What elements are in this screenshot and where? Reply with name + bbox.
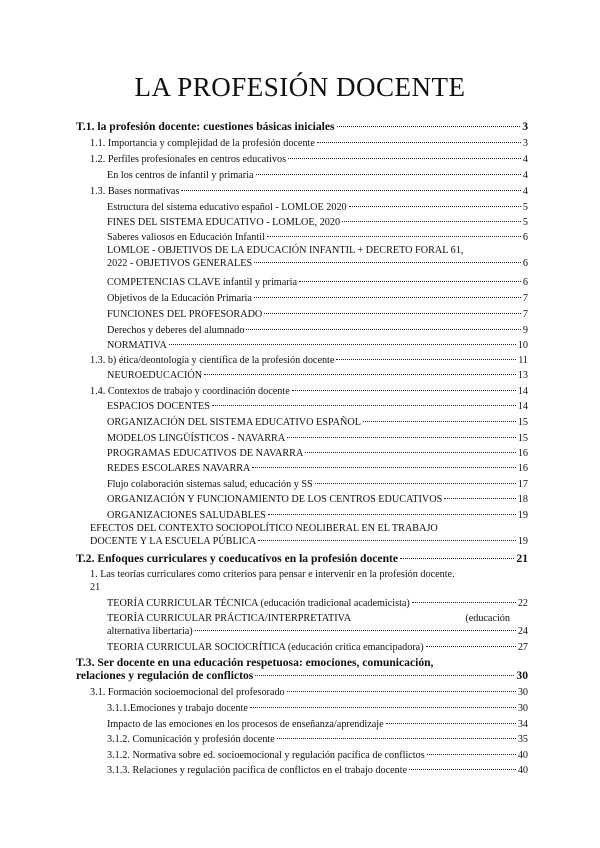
toc-entry-page: 21: [516, 552, 528, 565]
toc-entry-text: NEUROEDUCACIÓN: [107, 370, 203, 381]
toc-entry[interactable]: [107, 718, 528, 731]
toc-entry-text: NORMATIVA: [107, 340, 167, 351]
toc-entry[interactable]: [90, 686, 528, 699]
toc-entry[interactable]: [107, 597, 528, 610]
toc-entry-text: Saberes valiosos en Educación Infantil: [107, 232, 265, 243]
toc-entry-page: 4: [522, 154, 528, 165]
toc-entry[interactable]: [107, 641, 528, 654]
toc-entry[interactable]: [107, 201, 528, 214]
toc-entry-text: 2022 - OBJETIVOS GENERALES: [107, 258, 253, 269]
toc-entry[interactable]: [107, 733, 528, 746]
toc-entry-page: 14: [517, 386, 528, 397]
toc-entry-page: 22: [517, 598, 528, 609]
toc-entry-page: 19: [517, 510, 528, 521]
toc-entry-page: 24: [517, 626, 528, 637]
toc-entry-text: REDES ESCOLARES NAVARRA: [107, 463, 251, 474]
toc-entry-text: Flujo colaboración sistemas salud, educación y SS: [107, 479, 313, 490]
toc-entry-page: 6: [522, 258, 528, 269]
toc-entry[interactable]: [107, 462, 528, 475]
toc-entry-page: 14: [517, 401, 528, 412]
toc-entry-page: 30: [516, 669, 528, 682]
toc-entry-text: ESPACIOS DOCENTES: [107, 401, 210, 412]
toc-entry-text: 1.3. b) ética/deontología y científica de la profesión docente: [90, 355, 335, 366]
toc-entry-page: 30: [517, 703, 528, 714]
toc-entry[interactable]: [90, 568, 528, 594]
toc-entry-page: 35: [517, 734, 528, 745]
toc-entry[interactable]: [107, 447, 528, 460]
toc-entry[interactable]: [90, 153, 528, 166]
toc-entry-t3[interactable]: [76, 656, 528, 682]
toc-entry-text: PROGRAMAS EDUCATIVOS DE NAVARRA: [107, 448, 304, 459]
toc-entry-text: 1.4. Contextos de trabajo y coordinación docente: [90, 386, 290, 397]
toc-entry[interactable]: [107, 244, 528, 270]
toc-entry[interactable]: [107, 169, 528, 182]
toc-entry-page: 18: [517, 494, 528, 505]
toc-entry[interactable]: [90, 522, 528, 548]
toc-entry-page: 15: [517, 417, 528, 428]
toc-entry-page: 11: [518, 355, 528, 366]
toc-entry-text: 1.2. Perfiles profesionales en centros educativos: [90, 154, 287, 165]
toc-entry-text: COMPETENCIAS CLAVE infantil y primaria: [107, 277, 297, 288]
toc-entry[interactable]: [107, 509, 528, 522]
toc-entry-text: Estructura del sistema educativo español - LOMLOE 2020: [107, 202, 347, 213]
toc-entry[interactable]: [107, 478, 528, 491]
toc-entry-text: 3.1.2. Comunicación y profesión docente: [107, 734, 275, 745]
toc-entry[interactable]: [107, 231, 528, 244]
toc-entry-page: 4: [522, 170, 528, 181]
toc-entry-text: 3.1.3. Relaciones y regulación pacífica de conflictos en el trabajo docente: [107, 765, 408, 776]
toc-entry[interactable]: [107, 702, 528, 715]
toc-entry[interactable]: [107, 400, 528, 413]
toc-entry-page: 5: [522, 217, 528, 228]
toc-entry-text: TEORIA CURRICULAR SOCIOCRÍTICA (educación crítica emancipadora): [107, 642, 424, 653]
toc-entry-page: 27: [517, 642, 528, 653]
toc-entry[interactable]: [107, 308, 528, 321]
toc-entry-text: En los centros de infantil y primaria: [107, 170, 254, 181]
toc-entry-text: ORGANIZACIONES SALUDABLES: [107, 510, 266, 521]
toc-entry[interactable]: [90, 385, 528, 398]
toc-entry-page: 6: [522, 232, 528, 243]
toc-entry-t1[interactable]: [76, 120, 528, 133]
toc-entry-page: 3: [522, 120, 528, 133]
toc-entry-text: T.3. Ser docente en una educación respetuosa: emociones, comunicación,: [76, 656, 434, 669]
toc-entry-text: ORGANIZACIÓN DEL SISTEMA EDUCATIVO ESPAÑOL: [107, 417, 361, 428]
toc-entry-page: 3: [522, 138, 528, 149]
toc-entry-page: 15: [517, 433, 528, 444]
toc-entry-text: relaciones y regulación de conflictos: [76, 669, 254, 682]
toc-entry-text: T.2. Enfoques curriculares y coeducativos en la profesión docente: [76, 552, 399, 565]
toc-entry-text: alternativa libertaria): [107, 626, 193, 637]
toc-entry-text: TEORÍA CURRICULAR TÉCNICA (educación tradicional academicista): [107, 598, 410, 609]
toc-entry-text: TEORÍA CURRICULAR PRÁCTICA/INTERPRETATIVA: [107, 613, 352, 624]
toc-entry-page: 16: [517, 463, 528, 474]
toc-entry-text: (educación: [465, 613, 510, 624]
toc-entry-text: Objetivos de la Educación Primaria: [107, 293, 252, 304]
toc-entry-t2[interactable]: [76, 552, 528, 565]
toc-entry[interactable]: [107, 612, 528, 638]
toc-entry[interactable]: [107, 432, 528, 445]
toc-entry[interactable]: [90, 185, 528, 198]
toc-entry-page: 40: [517, 750, 528, 761]
toc-entry-page: 34: [517, 719, 528, 730]
toc-entry-page: 7: [522, 293, 528, 304]
toc-entry[interactable]: [107, 749, 528, 762]
toc-entry-text: Impacto de las emociones en los procesos de enseñanza/aprendizaje: [107, 719, 384, 730]
page-title: LA PROFESIÓN DOCENTE: [134, 72, 466, 102]
toc-entry[interactable]: [107, 369, 528, 382]
toc-entry-text: LOMLOE - OBJETIVOS DE LA EDUCACIÓN INFANTIL + DECRETO FORAL 61,: [107, 245, 464, 256]
toc-entry-text: Derechos y deberes del alumnado: [107, 325, 245, 336]
toc-entry-page: 5: [522, 202, 528, 213]
toc-entry-text: DOCENTE Y LA ESCUELA PÚBLICA: [90, 536, 257, 547]
toc-entry-page: 30: [517, 687, 528, 698]
toc-entry-page: 40: [517, 765, 528, 776]
toc-entry-text: 1.1. Importancia y complejidad de la profesión docente: [90, 138, 315, 149]
toc-entry[interactable]: [107, 764, 528, 777]
toc-entry[interactable]: [90, 354, 528, 367]
toc-entry-text: FUNCIONES DEL PROFESORADO: [107, 309, 263, 320]
toc-entry-page: 4: [522, 186, 528, 197]
toc-entry-text: ORGANIZACIÓN Y FUNCIONAMIENTO DE LOS CENTROS EDUCATIVOS: [107, 494, 443, 505]
toc-entry[interactable]: [107, 339, 528, 352]
toc-entry-page: 16: [517, 448, 528, 459]
toc-entry-text: 3.1.1.Emociones y trabajo docente: [107, 703, 248, 714]
toc-entry-page: 6: [522, 277, 528, 288]
toc-entry-text: FINES DEL SISTEMA EDUCATIVO - LOMLOE, 2020: [107, 217, 341, 228]
toc-entry[interactable]: [107, 416, 528, 429]
toc-entry[interactable]: [107, 324, 528, 337]
toc-entry-text: EFECTOS DEL CONTEXTO SOCIOPOLÍTICO NEOLIBERAL EN EL TRABAJO: [90, 523, 438, 534]
toc-entry[interactable]: [107, 493, 528, 506]
toc-entry-text: T.1. la profesión docente: cuestiones básicas iniciales: [76, 120, 335, 133]
toc-entry-page: 13: [517, 370, 528, 381]
toc-entry-page: 19: [517, 536, 528, 547]
toc-entry-page: 10: [517, 340, 528, 351]
toc-entry[interactable]: [90, 137, 528, 150]
toc-entry-text: 3.1. Formación socioemocional del profesorado: [90, 687, 285, 698]
toc-entry-text: 3.1.2. Normativa sobre ed. socioemocional y regulación pacífica de conflictos: [107, 750, 425, 761]
toc-entry-page: 7: [522, 309, 528, 320]
toc-entry[interactable]: [107, 292, 528, 305]
toc-entry-page: 9: [522, 325, 528, 336]
toc-entry[interactable]: [107, 276, 528, 289]
toc-entry-text: 1.3. Bases normativas: [90, 186, 180, 197]
toc-entry-text: MODELOS LINGÜÍSTICOS - NAVARRA: [107, 433, 286, 444]
toc-entry-page: 17: [517, 479, 528, 490]
toc-entry-page: 21: [90, 582, 101, 593]
toc-entry[interactable]: [107, 216, 528, 229]
toc-entry-text: 1. Las teorías curriculares como criterios para pensar e intervenir en la profesión docente.: [90, 569, 455, 580]
